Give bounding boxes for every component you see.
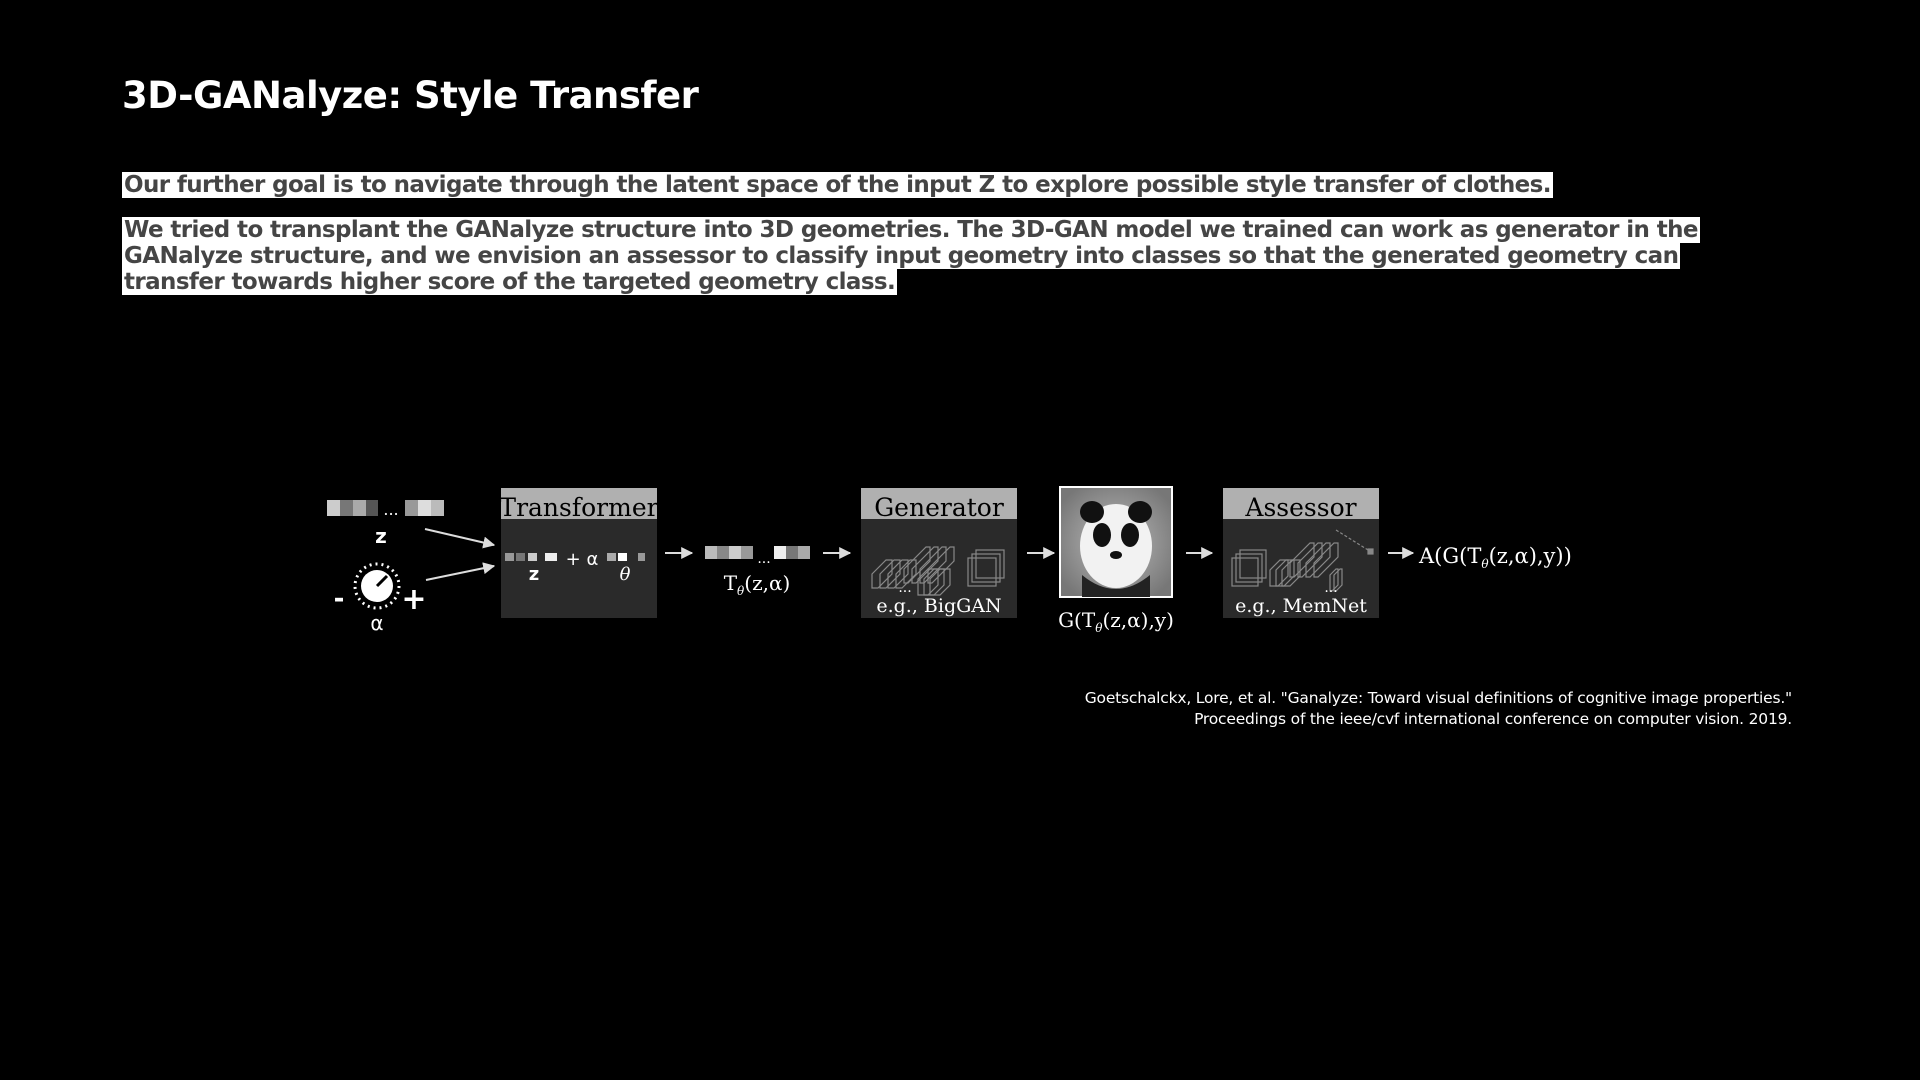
generator-title: Generator (874, 493, 1004, 522)
z-label: z (375, 524, 387, 548)
transformer-theta: θ (619, 564, 631, 585)
generator-example: e.g., BigGAN (876, 595, 1002, 617)
transformer-title: Transformer (499, 493, 659, 522)
citation-line-2: Proceedings of the ieee/cvf international conference on computer vision. 2019. (1194, 710, 1792, 728)
page-title: 3D-GANalyze: Style Transfer (122, 74, 699, 117)
z-vector-dots: ... (383, 500, 399, 519)
arrow-z-to-transformer (425, 529, 494, 545)
citation (892, 688, 1792, 730)
alpha-minus: - (333, 584, 345, 614)
citation-line-1: Goetschalckx, Lore, et al. "Ganalyze: Toward visual definitions of cognitive image properties." (1084, 689, 1792, 707)
assessor-dots: ... (1324, 580, 1338, 596)
panda-icon (1080, 501, 1152, 597)
alpha-label: α (370, 611, 384, 635)
output-label: $A(G(T_\theta(z,\alpha),y))$ (1419, 544, 1572, 571)
generated-image-label: $G(T_\theta(z,\alpha),y)$ (1058, 608, 1174, 635)
alpha-plus: + (401, 582, 427, 617)
arrow-alpha-to-transformer (426, 566, 494, 580)
intro-paragraph-text: Our further goal is to navigate through the latent space of the input Z to explore possible style transfer of clothes. (124, 172, 1551, 198)
generated-image (1060, 487, 1172, 597)
description-paragraph-text: We tried to transplant the GANalyze structure into 3D geometries. The 3D-GAN model we trained can work as generator in the GANalyze structure, and we envision an assessor to classify input geometry into classes so that the generated geometry can transfer towards higher score of the targeted geometry class. (124, 217, 1698, 295)
alpha-knob-icon (355, 564, 399, 608)
assessor-title: Assessor (1245, 493, 1357, 522)
generator-dots: ... (898, 580, 912, 596)
assessor-example: e.g., MemNet (1235, 595, 1367, 617)
transformed-vector-dots: ... (757, 551, 771, 567)
transformer-z: z (528, 564, 540, 585)
transformer-output-label: $T_\theta(z,\alpha)$ (723, 571, 791, 598)
transformer-plus-alpha: + α (565, 549, 599, 570)
